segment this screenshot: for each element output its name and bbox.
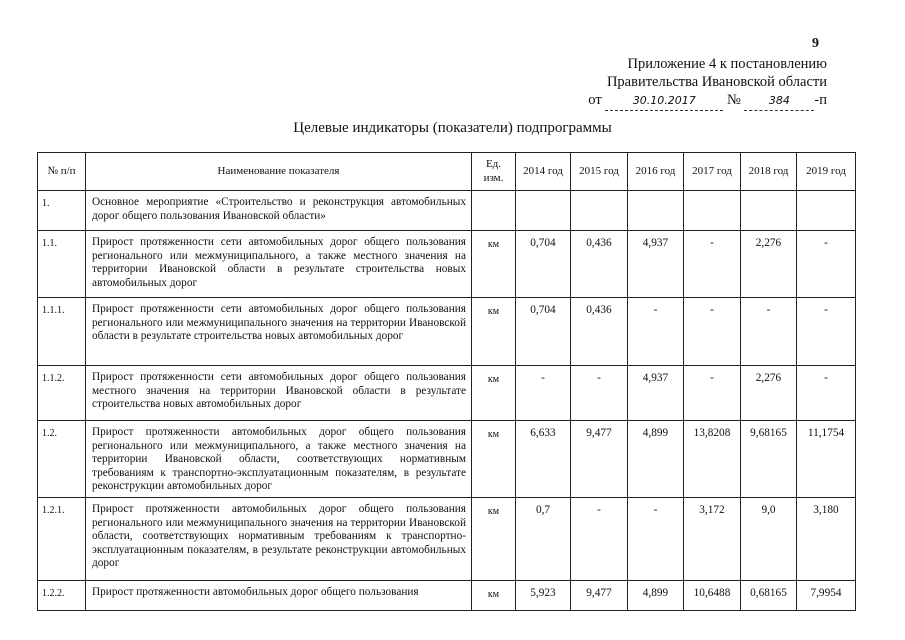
value-2015: 9,477 — [571, 581, 628, 611]
table-row — [38, 421, 856, 498]
value-2016 — [628, 191, 684, 231]
table-row — [38, 191, 856, 231]
value-2018 — [741, 191, 797, 231]
value-2015 — [571, 191, 628, 231]
value-2018: 0,68165 — [741, 581, 797, 611]
value-2016: 4,899 — [628, 421, 684, 498]
col-2019-header: 2019 год — [797, 153, 856, 191]
value-2016: - — [628, 298, 684, 366]
value-2017 — [684, 191, 741, 231]
indicator-name: Прирост протяженности сети автомобильных дорог общего пользования регионального или межмуниципального, а также местного значения на территории Ивановской области в результате строительства новых автомобильных дорог — [86, 231, 472, 298]
indicator-name: Прирост протяженности сети автомобильных дорог общего пользования регионального или межмуниципального значения на территории Ивановской области в результате строительства новых автомобильных дорог — [86, 298, 472, 366]
col-2015-header: 2015 год — [571, 153, 628, 191]
unit-cell: км — [472, 498, 516, 581]
value-2017: 10,6488 — [684, 581, 741, 611]
value-2015: 0,436 — [571, 298, 628, 366]
row-number: 1.2. — [38, 421, 86, 498]
value-2016: - — [628, 498, 684, 581]
appendix-header — [588, 55, 827, 111]
value-2019: 11,1754 — [797, 421, 856, 498]
col-2017-header: 2017 год — [684, 153, 741, 191]
value-2017: - — [684, 298, 741, 366]
indicator-name: Прирост протяженности автомобильных дорог общего пользования регионального или межмуниципального, а также местного значения на территории Ивановской области, соответствующих нормативным требованиям к транспортно-эксплуатационным показателям, в результате реконструкции автомобильных дорог — [86, 421, 472, 498]
row-number: 1.1. — [38, 231, 86, 298]
handwritten-number: 384 — [744, 92, 814, 111]
col-2016-header: 2016 год — [628, 153, 684, 191]
value-2016: 4,937 — [628, 366, 684, 421]
header-row — [38, 153, 856, 191]
col-2018-header: 2018 год — [741, 153, 797, 191]
table-row — [38, 231, 856, 298]
unit-cell: км — [472, 366, 516, 421]
row-number: 1.1.1. — [38, 298, 86, 366]
value-2014: - — [516, 366, 571, 421]
table-row — [38, 366, 856, 421]
value-2015: - — [571, 366, 628, 421]
col-name-header: Наименование показателя — [86, 153, 472, 191]
value-2017: 3,172 — [684, 498, 741, 581]
value-2014: 0,7 — [516, 498, 571, 581]
value-2016: 4,899 — [628, 581, 684, 611]
col-unit-header: Ед. изм. — [472, 153, 516, 191]
value-2015: 9,477 — [571, 421, 628, 498]
value-2014: 5,923 — [516, 581, 571, 611]
value-2018: 2,276 — [741, 231, 797, 298]
number-suffix: -п — [814, 92, 827, 108]
table-row — [38, 498, 856, 581]
col-2014-header: 2014 год — [516, 153, 571, 191]
value-2014 — [516, 191, 571, 231]
appendix-line1: Приложение 4 к постановлению — [627, 56, 827, 72]
indicator-name: Основное мероприятие «Строительство и реконструкция автомобильных дорог общего пользования Ивановской области» — [86, 191, 472, 231]
document-title: Целевые индикаторы (показатели) подпрограммы — [293, 120, 612, 136]
unit-cell — [472, 191, 516, 231]
table-row — [38, 581, 856, 611]
row-number: 1.1.2. — [38, 366, 86, 421]
handwritten-date: 30.10.2017 — [605, 92, 723, 111]
from-label: от — [588, 92, 602, 108]
value-2019: - — [797, 366, 856, 421]
value-2018: 2,276 — [741, 366, 797, 421]
page-number: 9 — [812, 36, 819, 51]
row-number: 1. — [38, 191, 86, 231]
value-2014: 6,633 — [516, 421, 571, 498]
appendix-line2: Правительства Ивановской области — [606, 74, 827, 90]
value-2018: 9,68165 — [741, 421, 797, 498]
value-2014: 0,704 — [516, 298, 571, 366]
value-2017: - — [684, 366, 741, 421]
unit-cell: км — [472, 421, 516, 498]
appendix-line3 — [588, 91, 827, 111]
row-number: 1.2.2. — [38, 581, 86, 611]
indicator-name: Прирост протяженности автомобильных дорог общего пользования регионального или межмуниципального значения на территории Ивановской области, соответствующих нормативным требованиям к транспортно-эксплуатационным показателям, в результате реконструкции автомобильных дорог — [86, 498, 472, 581]
number-label: № — [726, 92, 741, 108]
value-2016: 4,937 — [628, 231, 684, 298]
value-2015: - — [571, 498, 628, 581]
value-2014: 0,704 — [516, 231, 571, 298]
value-2015: 0,436 — [571, 231, 628, 298]
unit-cell: км — [472, 298, 516, 366]
value-2019: 3,180 — [797, 498, 856, 581]
value-2017: - — [684, 231, 741, 298]
col-number-header: № п/п — [38, 153, 86, 191]
indicator-name: Прирост протяженности автомобильных дорог общего пользования — [86, 581, 472, 611]
value-2018: - — [741, 298, 797, 366]
value-2017: 13,8208 — [684, 421, 741, 498]
unit-cell: км — [472, 581, 516, 611]
value-2019 — [797, 191, 856, 231]
value-2019: 7,9954 — [797, 581, 856, 611]
indicators-table — [37, 152, 856, 611]
unit-cell: км — [472, 231, 516, 298]
value-2019: - — [797, 298, 856, 366]
value-2019: - — [797, 231, 856, 298]
indicator-name: Прирост протяженности сети автомобильных дорог общего пользования местного значения на территории Ивановской области в результате строительства новых автомобильных дорог — [86, 366, 472, 421]
value-2018: 9,0 — [741, 498, 797, 581]
row-number: 1.2.1. — [38, 498, 86, 581]
table-row — [38, 298, 856, 366]
